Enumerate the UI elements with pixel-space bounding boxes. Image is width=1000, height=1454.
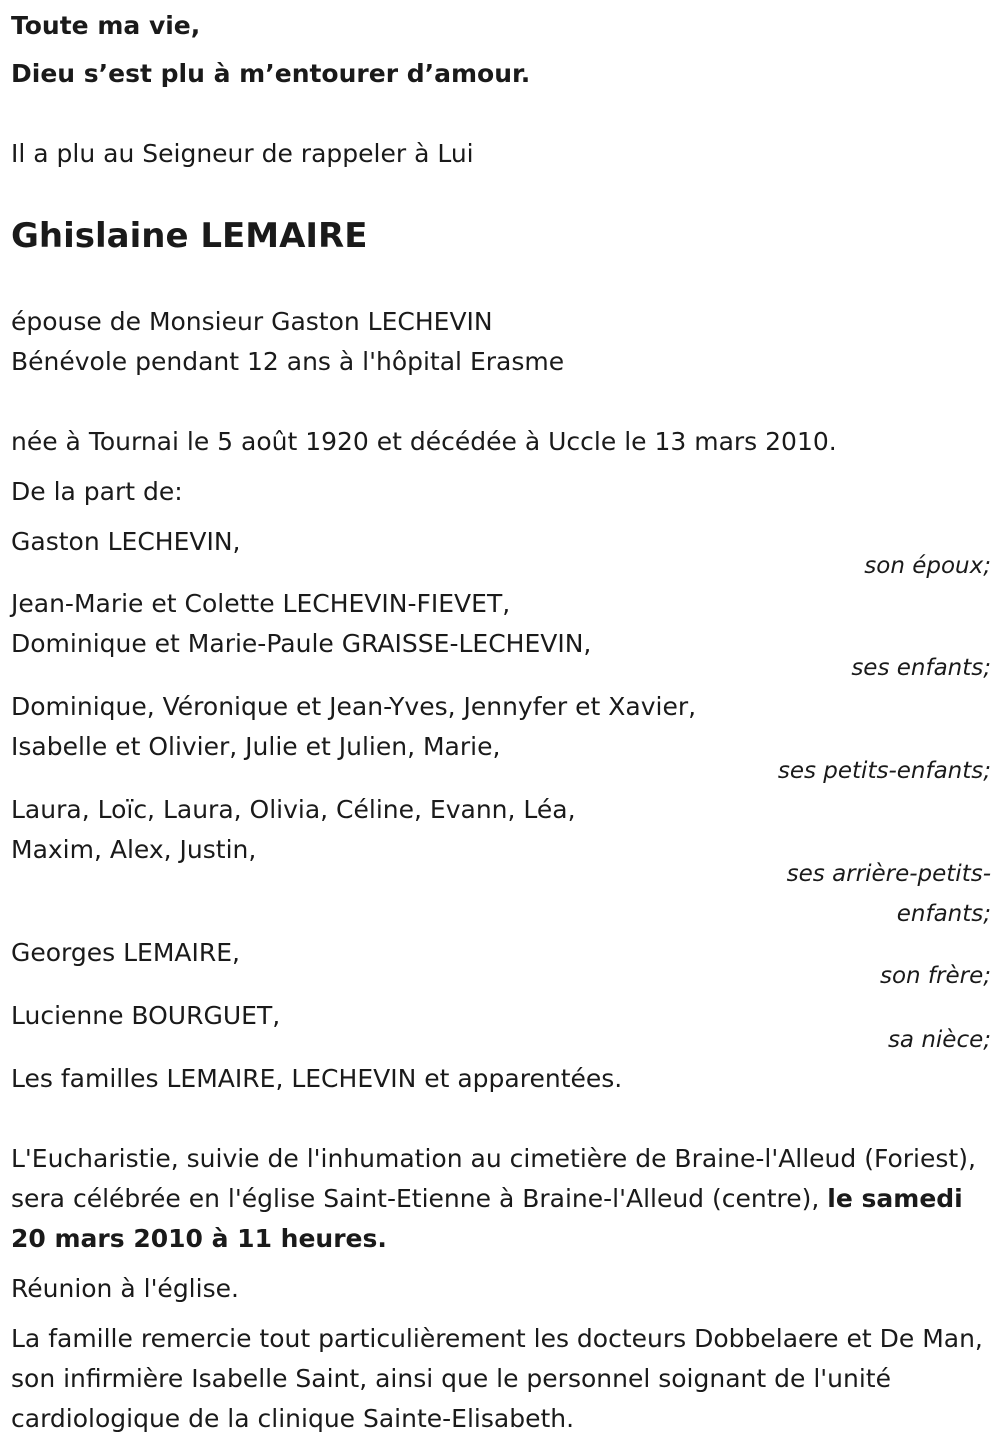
ceremony-paragraph (11, 1139, 991, 1259)
family-spouse-name: Gaston LECHEVIN, (11, 527, 241, 556)
family-children-line-2: Dominique et Marie-Paule GRAISSE-LECHEVIN, (11, 629, 592, 658)
volunteer-line: Bénévole pendant 12 ans à l'hôpital Erasme (11, 347, 565, 376)
family-brother-role: son frère; (879, 963, 991, 989)
family-children-role: ses enfants; (851, 655, 991, 681)
meeting-line: Réunion à l'église. (11, 1274, 239, 1303)
epigraph-line-2: Dieu s’est plu à m’entourer d’amour. (11, 59, 531, 88)
thanks-paragraph: La famille remercie tout particulièrement les docteurs Dobbelaere et De Man, son infirmière Isabelle Saint, ainsi que le personnel soignant de l'unité cardiologique de la clinique Sainte-Elisabeth. (11, 1324, 983, 1433)
intro-text: Il a plu au Seigneur de rappeler à Lui (11, 139, 474, 168)
ceremony-date: le samedi 20 mars 2010 à 11 heures. (11, 1184, 963, 1253)
families-line: Les familles LEMAIRE, LECHEVIN et apparentées. (11, 1064, 623, 1093)
family-great-grandchildren-line-2: Maxim, Alex, Justin, (11, 835, 257, 864)
family-spouse-role: son époux; (864, 553, 991, 579)
family-great-grandchildren-line-1: Laura, Loïc, Laura, Olivia, Céline, Evann, Léa, (11, 795, 576, 824)
family-grandchildren-role: ses petits-enfants; (777, 758, 991, 784)
family-niece-role: sa nièce; (887, 1027, 991, 1053)
birth-death-line: née à Tournai le 5 août 1920 et décédée à Uccle le 13 mars 2010. (11, 427, 837, 456)
epigraph-line-1: Toute ma vie, (11, 11, 201, 40)
spouse-line: épouse de Monsieur Gaston LECHEVIN (11, 307, 493, 336)
family-great-grandchildren-role-1: ses arrière-petits- (786, 861, 991, 887)
family-grandchildren-line-2: Isabelle et Olivier, Julie et Julien, Marie, (11, 732, 501, 761)
family-niece-name: Lucienne BOURGUET, (11, 1001, 281, 1030)
deceased-name: Ghislaine LEMAIRE (11, 216, 368, 256)
family-great-grandchildren-role-2: enfants; (896, 901, 991, 927)
ceremony-text: L'Eucharistie, suivie de l'inhumation au cimetière de Braine-l'Alleud (Foriest), sera célébrée en l'église Saint-Etienne à Braine-l'Alleud (centre), (11, 1144, 976, 1213)
family-grandchildren-line-1: Dominique, Véronique et Jean-Yves, Jennyfer et Xavier, (11, 692, 697, 721)
family-children-line-1: Jean-Marie et Colette LECHEVIN-FIEVET, (11, 589, 511, 618)
family-brother-name: Georges LEMAIRE, (11, 938, 240, 967)
from-label: De la part de: (11, 477, 183, 506)
obituary-notice (11, 0, 991, 1454)
